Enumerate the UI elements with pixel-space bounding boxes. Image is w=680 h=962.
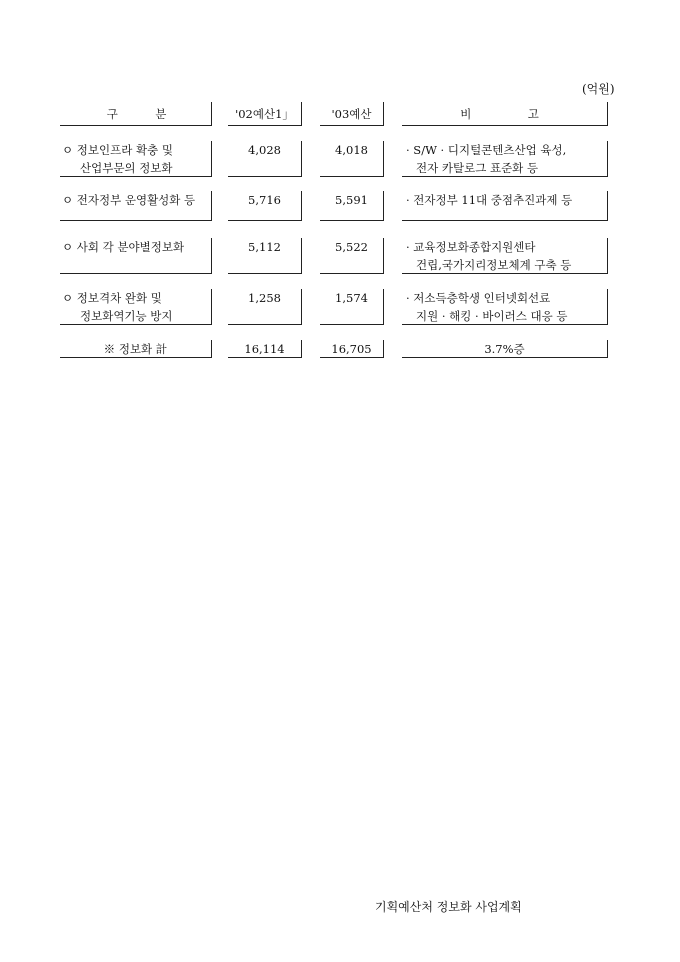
remarks-line: · 저소득층학생 인터넷회선료 [406, 291, 551, 305]
category-line: ㅇ 정보격차 완화 및 [62, 291, 162, 305]
category-line: ㅇ 전자정부 운영활성화 등 [62, 193, 196, 207]
row-budget-02 [228, 238, 302, 274]
header-budget-02 [228, 102, 302, 126]
budget-03-value: 5,591 [335, 193, 368, 207]
remarks-line: · 전자정부 11대 중점추진과제 등 [406, 193, 573, 207]
remarks-line: 건립,국가지리정보체계 구축 등 [416, 258, 572, 272]
budget-03-value: 4,018 [335, 143, 368, 157]
row-remarks [402, 141, 608, 177]
row-budget-03 [320, 238, 384, 274]
budget-02-value: 5,716 [248, 193, 281, 207]
row-category [60, 191, 212, 221]
row-budget-03 [320, 289, 384, 325]
category-line: ㅇ 사회 각 분야별정보화 [62, 240, 185, 254]
row-budget-03 [320, 141, 384, 177]
budget-03-value: 5,522 [335, 240, 368, 254]
row-budget-02 [228, 289, 302, 325]
total-budget-03-value: 16,705 [331, 342, 372, 356]
header-category-char: 분 [155, 107, 167, 121]
header-remarks-char: 비 [460, 107, 472, 121]
budget-03-value: 1,574 [335, 291, 368, 305]
header-budget-03-label: '03예산 [331, 107, 372, 121]
header-budget-02-label: '02예산1」 [235, 107, 294, 121]
remarks-line: 전자 카탈로그 표준화 등 [416, 161, 539, 175]
total-budget-03 [320, 340, 384, 358]
category-line: 정보화역기능 방지 [80, 309, 173, 323]
category-line: ㅇ 정보인프라 확충 및 [62, 143, 173, 157]
total-label: ※ 정보화 計 [103, 342, 168, 356]
header-remarks-char: 고 [527, 107, 539, 121]
budget-02-value: 5,112 [248, 240, 281, 254]
remarks-line: 지원 · 해킹 · 바이러스 대응 등 [416, 309, 568, 323]
unit-label: (억원) [582, 82, 615, 96]
row-category [60, 289, 212, 325]
row-category [60, 141, 212, 177]
row-budget-02 [228, 141, 302, 177]
header-category [60, 102, 212, 126]
remarks-line: · S/W · 디지털콘텐츠산업 육성, [406, 143, 567, 157]
header-budget-03 [320, 102, 384, 126]
category-line: 산업부문의 정보화 [80, 161, 173, 175]
total-remarks [402, 340, 608, 358]
row-category [60, 238, 212, 274]
page-footer: 기획예산처 정보화 사업계획 [375, 900, 522, 914]
row-remarks [402, 289, 608, 325]
remarks-line: · 교육정보화종합지원센타 [406, 240, 536, 254]
budget-02-value: 4,028 [248, 143, 281, 157]
row-remarks [402, 191, 608, 221]
total-budget-02 [228, 340, 302, 358]
budget-02-value: 1,258 [248, 291, 281, 305]
total-remarks-value: 3.7%증 [484, 342, 525, 356]
row-budget-02 [228, 191, 302, 221]
row-budget-03 [320, 191, 384, 221]
header-remarks [402, 102, 608, 126]
row-remarks [402, 238, 608, 274]
total-budget-02-value: 16,114 [244, 342, 285, 356]
header-category-char: 구 [106, 107, 118, 121]
total-label-cell [60, 340, 212, 358]
